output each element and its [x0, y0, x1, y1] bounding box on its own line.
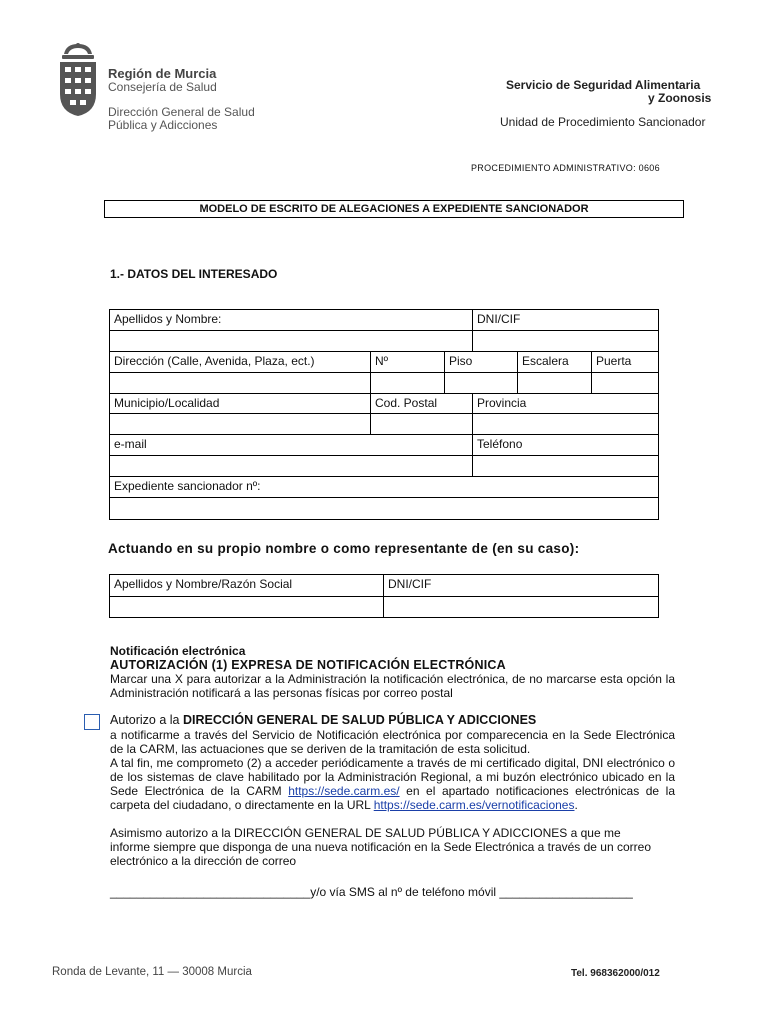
sede-link[interactable]: https://sede.carm.es/: [288, 784, 400, 798]
label-direccion: Dirección (Calle, Avenida, Plaza, ect.): [109, 351, 371, 373]
org-name: Región de Murcia: [108, 66, 217, 81]
label-provincia: Provincia: [472, 393, 659, 414]
autorizo-entity: DIRECCIÓN GENERAL DE SALUD PÚBLICA Y ADICCIONES: [182, 713, 537, 727]
para2-text-a: A tal fin, me comprometo (2) a acceder periódicamente a través de mi certificado digital, DNI electrónico o de los sistemas de clave habilitado por la Administración Regional, a mi buzón electrónico ubicado en la Sede Electrónica de la CARM: [110, 756, 675, 798]
input-piso[interactable]: [444, 372, 518, 394]
input-expediente[interactable]: [109, 497, 659, 520]
org-directorate-line2: Pública y Adicciones: [108, 118, 218, 132]
input-email[interactable]: [109, 455, 473, 477]
input-direccion[interactable]: [109, 372, 371, 394]
input-provincia[interactable]: [472, 413, 659, 435]
notification-heading: Notificación electrónica: [110, 644, 246, 658]
org-department: Consejería de Salud: [108, 80, 217, 94]
label-expediente: Expediente sancionador nº:: [109, 476, 659, 498]
label-email: e-mail: [109, 434, 473, 456]
label-cod-postal: Cod. Postal: [370, 393, 473, 414]
label-municipio: Municipio/Localidad: [109, 393, 371, 414]
unit-name: Unidad de Procedimiento Sancionador: [500, 115, 706, 129]
authorization-paragraph-3: Asimismo autorizo a la DIRECCIÓN GENERAL DE SALUD PÚBLICA Y ADICCIONES a que me informe siempre que disponga de una nueva notificación en la Sede Electrónica a través de un correo electrónico a la dirección de correo: [110, 826, 652, 868]
footer-address: Ronda de Levante, 11 — 30008 Murcia: [52, 966, 252, 978]
authorization-instructions: Marcar una X para autorizar a la Administración la notificación electrónica, de no marcarse esta opción la Administración notificará a las personas físicas por correo postal: [110, 672, 675, 700]
label-dni-cif: DNI/CIF: [472, 309, 659, 331]
region-crest-logo: [56, 42, 100, 118]
label-apellidos-razon: Apellidos y Nombre/Razón Social: [109, 574, 384, 597]
authorization-paragraph-2: [110, 756, 675, 812]
input-rep-dni-cif[interactable]: [383, 596, 659, 618]
para2-text-b: en el apartado notificaciones electrónicas de la carpeta del ciudadano, o directamente en la URL: [110, 784, 675, 812]
service-name-line2: y Zoonosis: [648, 91, 712, 105]
label-apellidos-nombre: Apellidos y Nombre:: [109, 309, 473, 331]
vernotificaciones-link[interactable]: https://sede.carm.es/vernotificaciones: [373, 798, 575, 812]
input-telefono[interactable]: [472, 455, 659, 477]
input-numero[interactable]: [370, 372, 445, 394]
procedure-code: PROCEDIMIENTO ADMINISTRATIVO: 0606: [471, 163, 660, 173]
footer-phone: Tel. 968362000/012: [571, 968, 660, 979]
para2-text-c: .: [574, 798, 578, 812]
label-rep-dni-cif: DNI/CIF: [383, 574, 659, 597]
authorization-heading: AUTORIZACIÓN (1) EXPRESA DE NOTIFICACIÓN ELECTRÓNICA: [110, 658, 506, 672]
input-puerta[interactable]: [591, 372, 659, 394]
label-piso: Piso: [444, 351, 518, 373]
document-title: MODELO DE ESCRITO DE ALEGACIONES A EXPEDIENTE SANCIONADOR: [104, 200, 684, 218]
input-dni-cif[interactable]: [472, 330, 659, 352]
service-name-line1: Servicio de Seguridad Alimentaria: [506, 78, 701, 92]
label-escalera: Escalera: [517, 351, 592, 373]
input-apellidos-razon[interactable]: [109, 596, 384, 618]
authorization-paragraph-1: a notificarme a través del Servicio de Notificación electrónica por comparecencia en la Sede Electrónica de la CARM, las actuaciones que se deriven de la tramitación de esta solicitud.: [110, 728, 675, 756]
input-cod-postal[interactable]: [370, 413, 473, 435]
org-directorate-line1: Dirección General de Salud: [108, 105, 255, 119]
input-escalera[interactable]: [517, 372, 592, 394]
autorizo-line: [110, 713, 536, 727]
input-municipio[interactable]: [109, 413, 371, 435]
label-telefono: Teléfono: [472, 434, 659, 456]
section-title-interesado: 1.- DATOS DEL INTERESADO: [110, 267, 278, 281]
representative-title: Actuando en su propio nombre o como representante de (en su caso):: [108, 541, 580, 556]
authorize-notification-checkbox[interactable]: [84, 714, 100, 730]
input-apellidos-nombre[interactable]: [109, 330, 473, 352]
email-sms-fill-line[interactable]: ______________________________y/o vía SMS al nº de teléfono móvil ____________________: [110, 885, 633, 899]
label-numero: Nº: [370, 351, 445, 373]
label-puerta: Puerta: [591, 351, 659, 373]
autorizo-prefix: Autorizo a la: [110, 713, 183, 727]
